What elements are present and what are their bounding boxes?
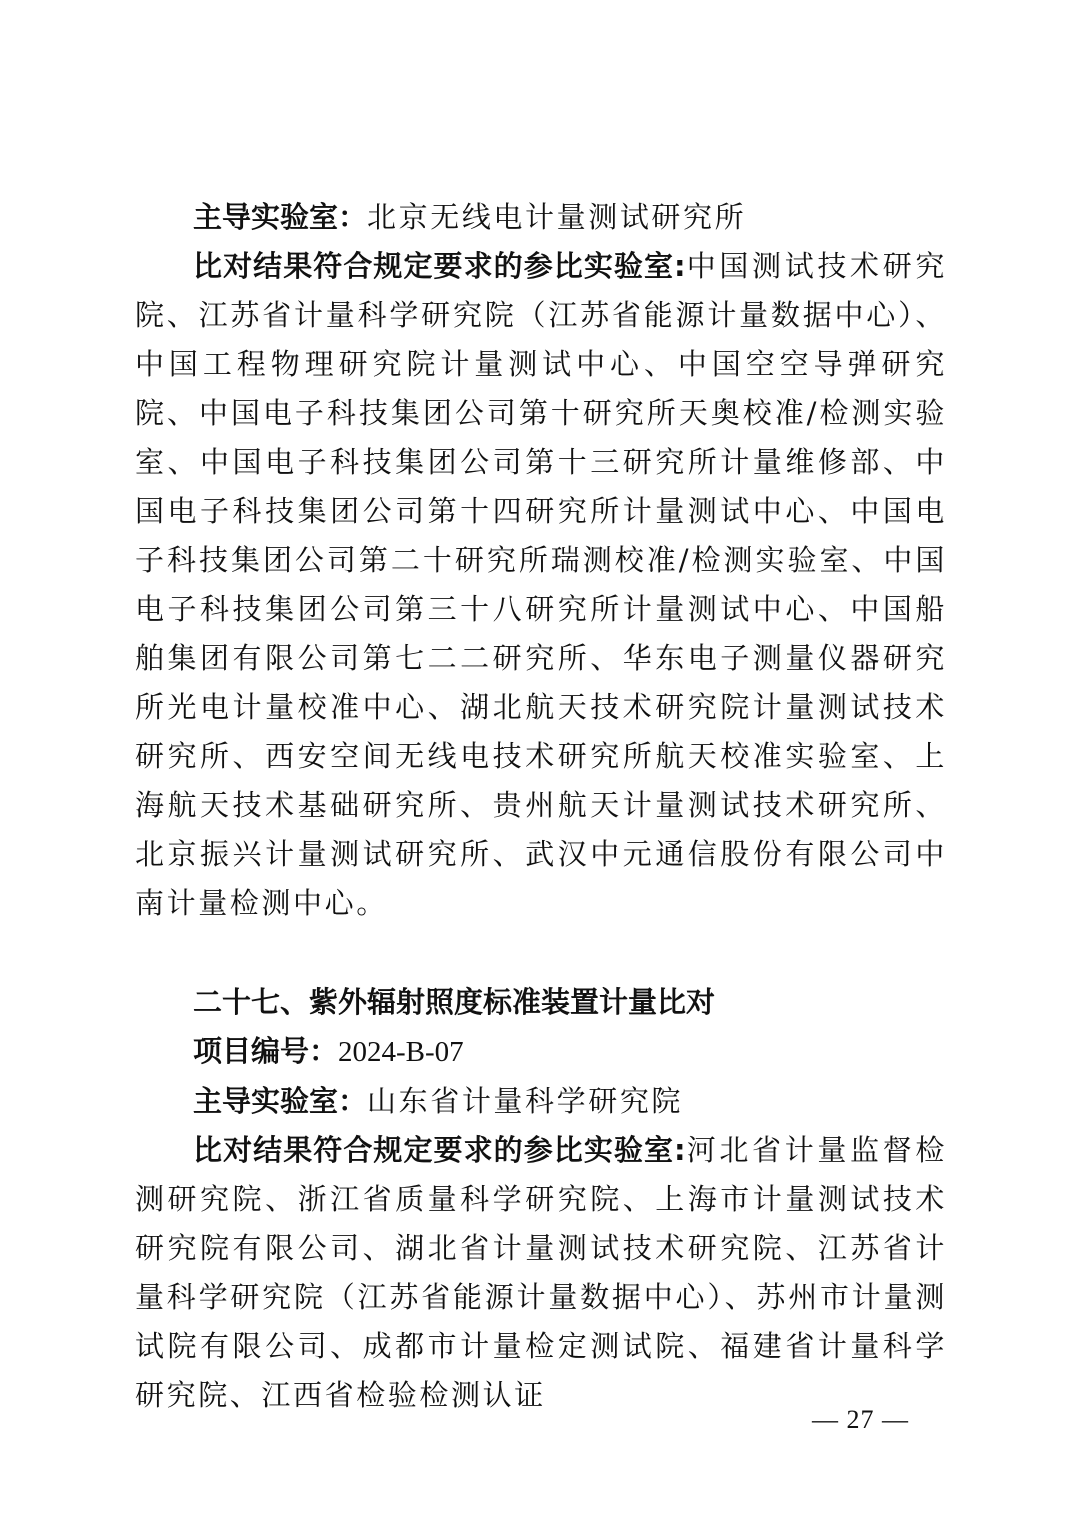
lead-lab-label: 主导实验室：	[193, 200, 368, 234]
page-number: — 27 —	[812, 1405, 909, 1434]
lead-lab-line-27	[135, 1077, 947, 1126]
participants-label: 比对结果符合规定要求的参比实验室:	[193, 1133, 686, 1167]
lead-lab-value: 北京无线电计量测试研究所	[367, 200, 747, 234]
project-number-line	[135, 1027, 947, 1077]
participants-value: 河北省计量监督检测研究院、浙江省质量科学研究院、上海市计量测试技术研究院有限公司、湖北省计量测试技术研究院、江苏省计量科学研究院（江苏省能源计量数据中心）、苏州市计量测试院有限公司、成都市计量检定测试院、福建省计量科学研究院、江西省检验检测认证	[135, 1133, 947, 1412]
participants-paragraph-26	[135, 242, 947, 928]
project-number-value: 2024-B-07	[338, 1036, 464, 1068]
lead-lab-label: 主导实验室：	[193, 1084, 368, 1118]
document-page	[135, 193, 947, 1420]
lead-lab-line-26	[135, 193, 947, 242]
lead-lab-value: 山东省计量科学研究院	[367, 1084, 684, 1118]
participants-value: 中国测试技术研究院、江苏省计量科学研究院（江苏省能源计量数据中心）、中国工程物理研究院计量测试中心、中国空空导弹研究院、中国电子科技集团公司第十研究所天奥校准/检测实验室、中国电子科技集团公司第十三研究所计量维修部、中国电子科技集团公司第十四研究所计量测试中心、中国电子科技集团公司第二十研究所瑞测校准/检测实验室、中国电子科技集团公司第三十八研究所计量测试中心、中国船舶集团有限公司第七二二研究所、华东电子测量仪器研究所光电计量校准中心、湖北航天技术研究院计量测试技术研究所、西安空间无线电技术研究所航天校准实验室、上海航天技术基础研究所、贵州航天计量测试技术研究所、北京振兴计量测试研究所、武汉中元通信股份有限公司中南计量检测中心。	[135, 249, 947, 920]
project-number-label: 项目编号：	[193, 1034, 339, 1068]
section-heading-27: 二十七、紫外辐射照度标准装置计量比对	[193, 985, 716, 1019]
participants-label: 比对结果符合规定要求的参比实验室:	[193, 249, 686, 283]
section-spacer	[135, 928, 947, 978]
participants-paragraph-27	[135, 1126, 947, 1420]
